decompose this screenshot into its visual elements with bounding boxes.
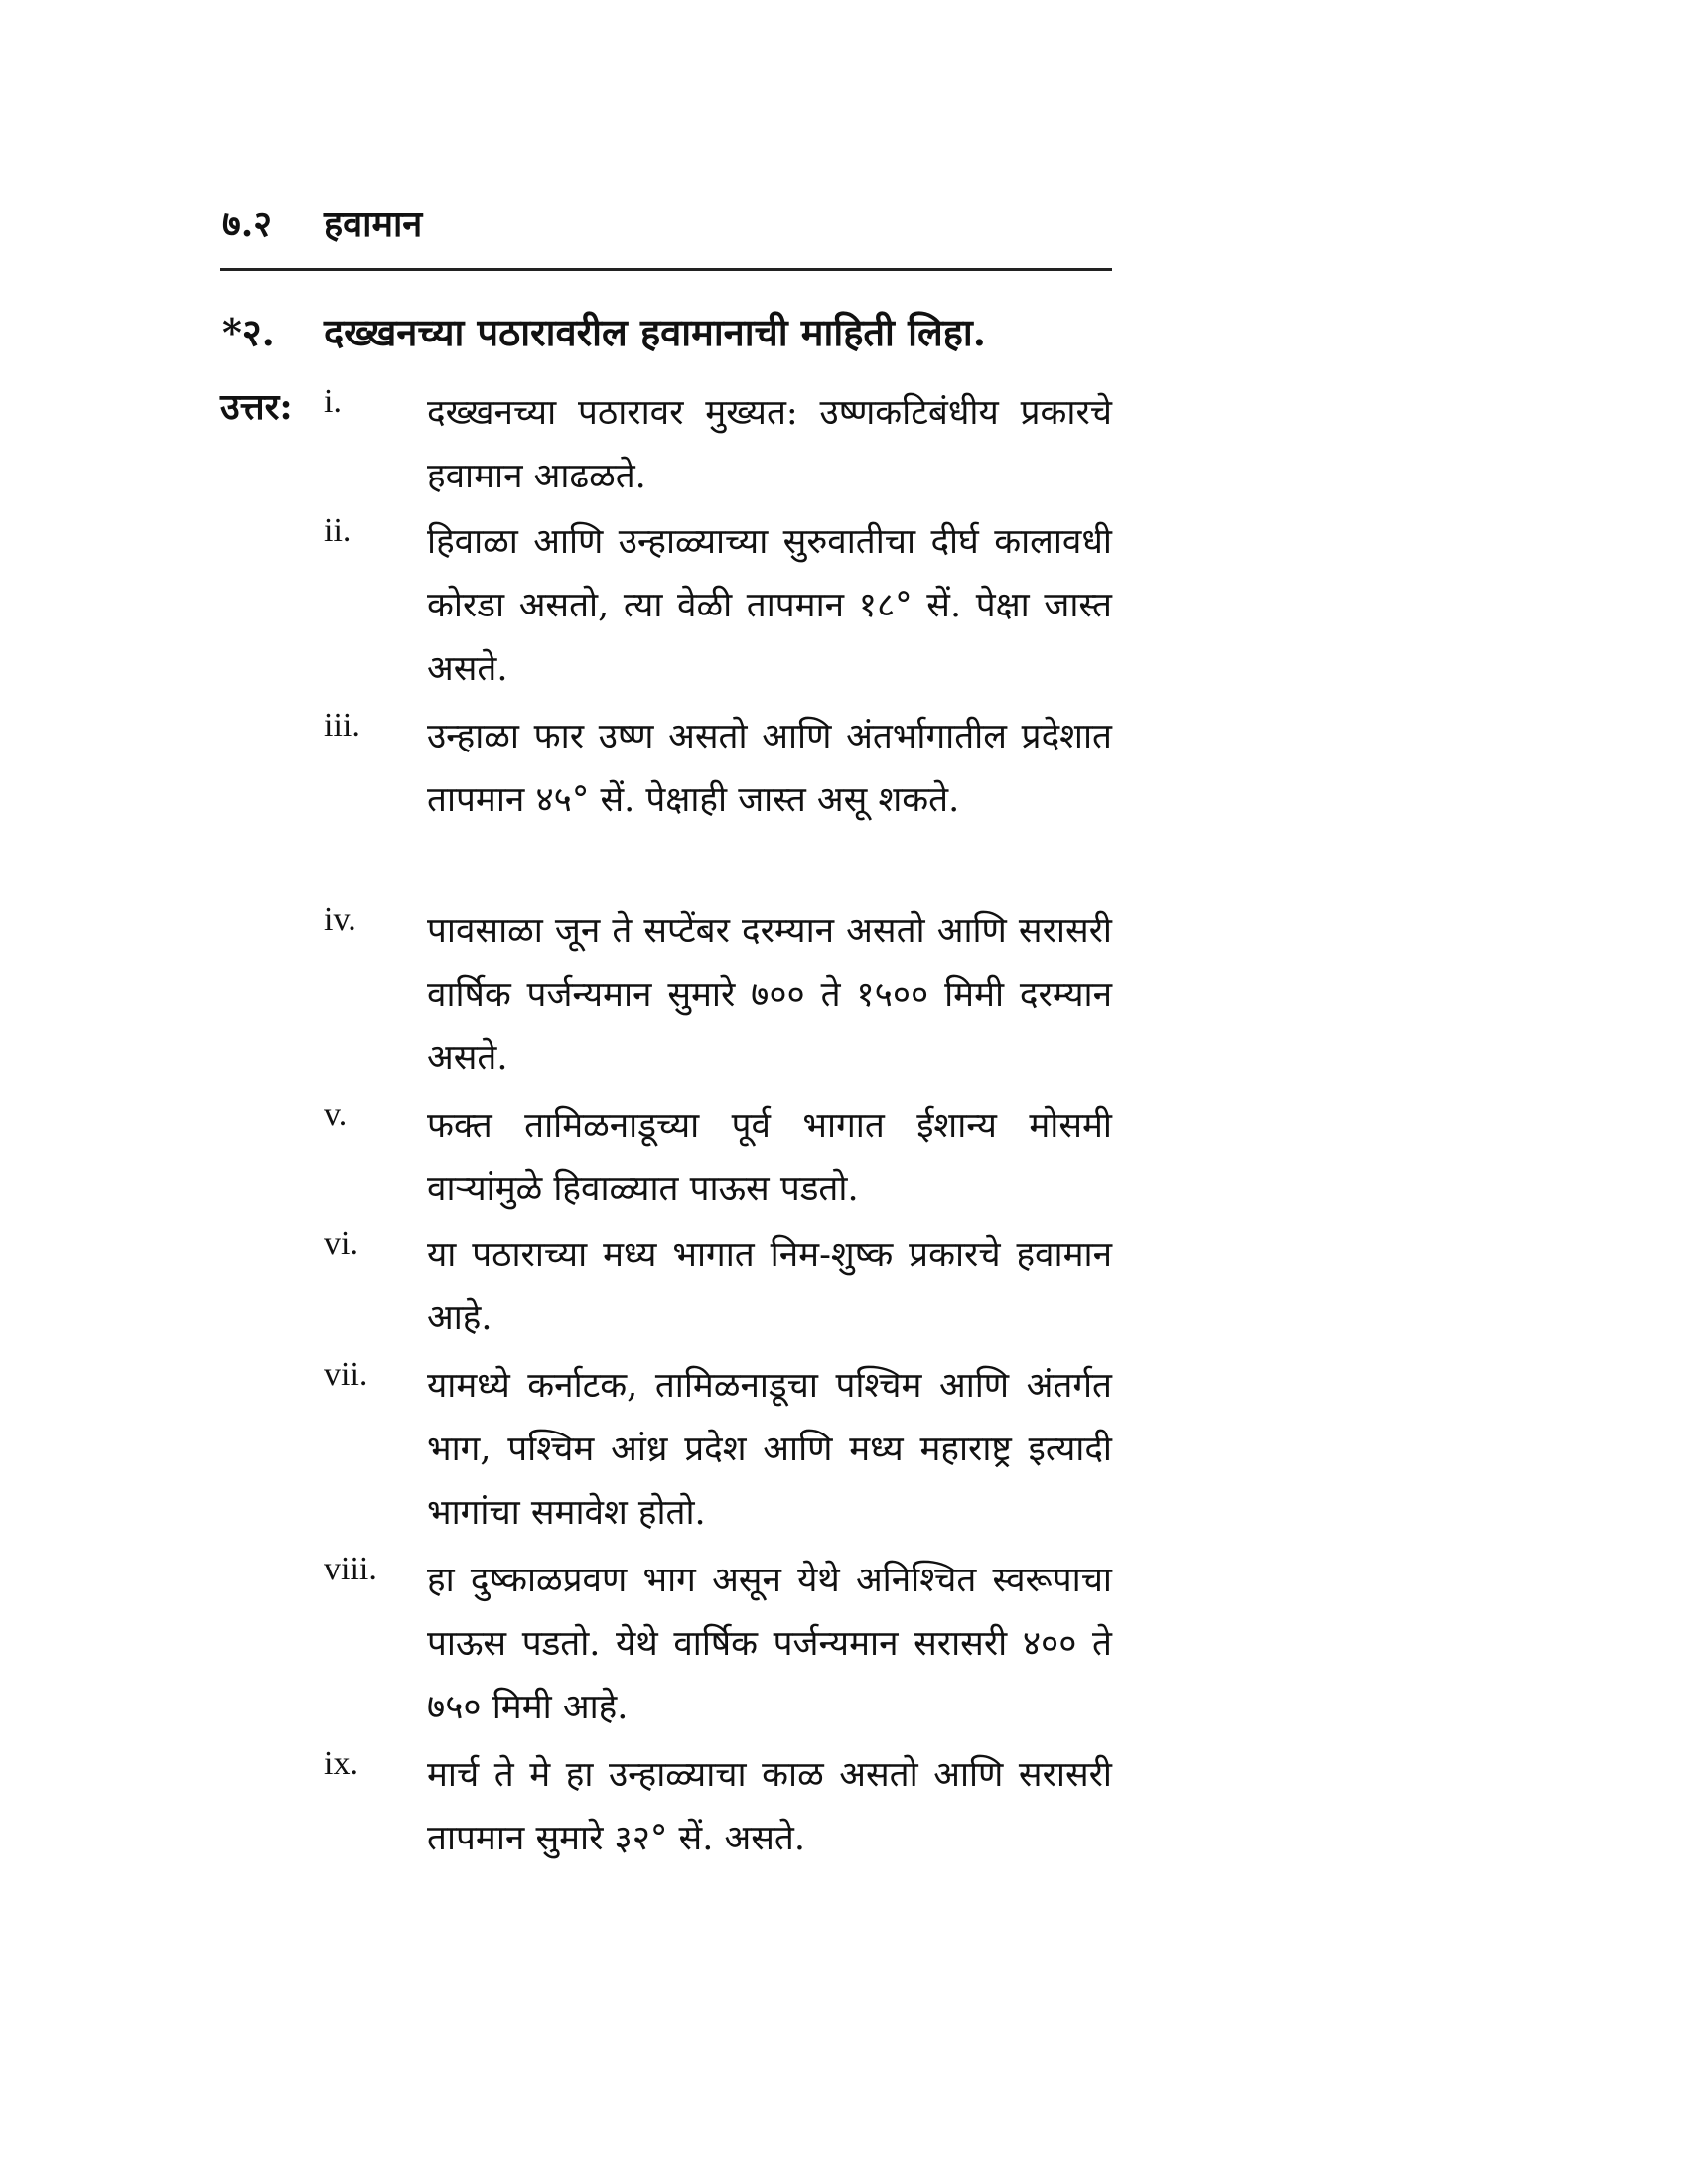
item-number: v. [324,1096,348,1133]
item-text: यामध्ये कर्नाटक, तामिळनाडूचा पश्चिम आणि अंतर्गत भाग, पश्चिम आंध्र प्रदेश आणि मध्य महाराष्ट्र इत्यादी भागांचा समावेश होतो. [427,1366,1112,1533]
item-text: या पठाराच्या मध्य भागात निम-शुष्क प्रकारचे हवामान आहे. [427,1235,1112,1338]
item-number: ix. [324,1745,358,1782]
item-number: iii. [324,707,360,744]
item-number: viii. [324,1551,377,1587]
item-number: vii. [324,1356,368,1393]
item-text: उन्हाळा फार उष्ण असतो आणि अंतर्भागातील प्रदेशात तापमान ४५° सें. पेक्षाही जास्त असू शकते. [427,717,1112,820]
item-number: vi. [324,1225,358,1262]
section-title: हवामान [324,204,423,245]
item-text: हा दुष्काळप्रवण भाग असून येथे अनिश्चित स्वरूपाचा पाऊस पडतो. येथे वार्षिक पर्जन्यमान सरासरी ४०० ते ७५० मिमी आहे. [427,1561,1112,1727]
item-number: iv. [324,901,356,938]
item-number: i. [324,383,342,420]
item-number: ii. [324,512,352,549]
item-text: पावसाळा जून ते सप्टेंबर दरम्यान असतो आणि सरासरी वार्षिक पर्जन्यमान सुमारे ७०० ते १५०० मिमी दरम्यान असते. [427,911,1112,1078]
item-text: दख्खनच्या पठारावर मुख्यत: उष्णकटिबंधीय प्रकारचे हवामान आढळते. [427,393,1112,496]
item-text: मार्च ते मे हा उन्हाळ्याचा काळ असतो आणि सरासरी तापमान सुमारे ३२° सें. असते. [427,1755,1112,1858]
section-heading [222,199,422,247]
question [222,306,986,357]
section-number: ७.२ [222,204,272,245]
answer-label: उत्तर: [220,386,293,428]
item-text: फक्त तामिळनाडूच्या पूर्व भागात ईशान्य मोसमी वाऱ्यांमुळे हिवाळ्यात पाऊस पडतो. [427,1106,1112,1209]
heading-divider [220,268,1112,271]
question-number: *२. [222,310,275,354]
item-text: हिवाळा आणि उन्हाळ्याच्या सुरुवातीचा दीर्घ कालावधी कोरडा असतो, त्या वेळी तापमान १८° सें. पेक्षा जास्त असते. [427,522,1112,689]
question-text: दख्खनच्या पठारावरील हवामानाची माहिती लिहा. [324,310,986,354]
